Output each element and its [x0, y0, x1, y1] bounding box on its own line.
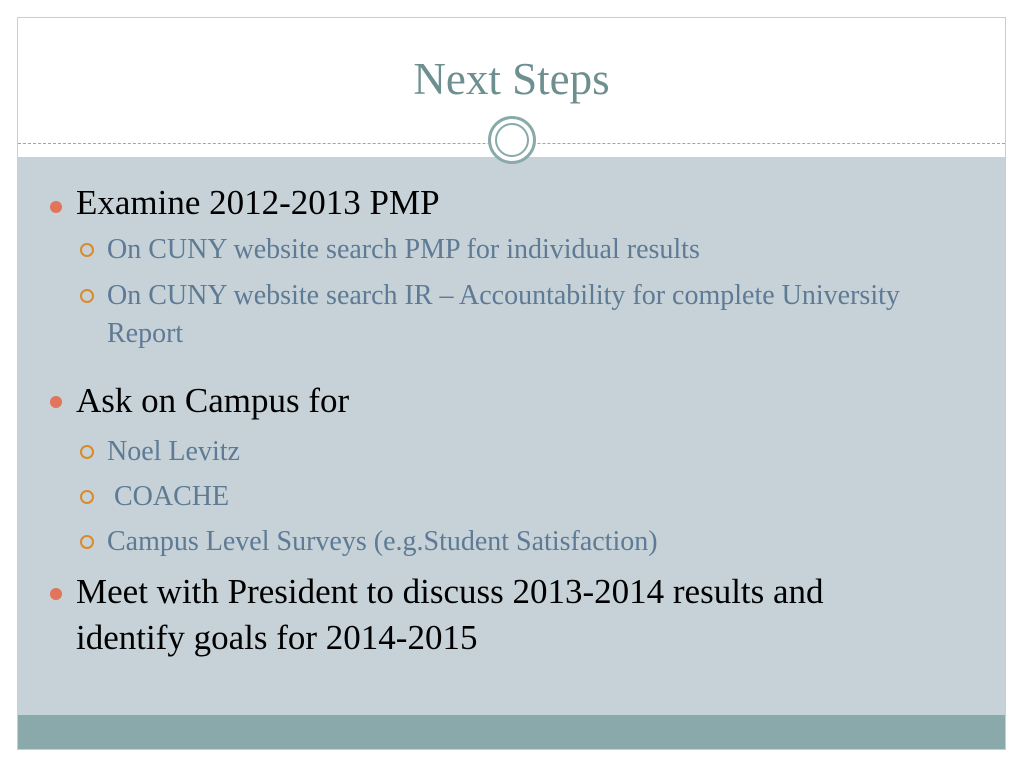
- bullet-item-meet-president: Meet with President to discuss 2013-2014 results and identify goals for 2014-2015: [76, 572, 824, 657]
- bullet-dot-icon: [50, 396, 62, 408]
- bullet-item-ask-campus: Ask on Campus for: [76, 381, 350, 420]
- sub-bullet-circle-icon: [80, 490, 94, 504]
- sub-bullet-pmp-search: On CUNY website search PMP for individual results: [107, 234, 700, 265]
- divider-inner-ring: [495, 123, 529, 157]
- sub-bullet-ir-search: On CUNY website search IR – Accountability for complete University Report: [107, 280, 900, 349]
- sub-bullet-coache: COACHE: [107, 481, 230, 512]
- divider-ring-icon: [488, 116, 536, 164]
- slide: [17, 17, 1006, 750]
- content-panel: [18, 157, 1005, 715]
- footer-bar: [18, 715, 1005, 750]
- sub-bullet-campus-surveys: Campus Level Surveys (e.g.Student Satisfaction): [107, 526, 658, 557]
- bullet-dot-icon: [50, 588, 62, 600]
- sub-bullet-circle-icon: [80, 445, 94, 459]
- sub-bullet-circle-icon: [80, 289, 94, 303]
- page-title: Next Steps: [413, 54, 610, 104]
- sub-bullet-circle-icon: [80, 243, 94, 257]
- bullet-dot-icon: [50, 201, 62, 213]
- bullet-item-examine: Examine 2012-2013 PMP: [76, 183, 440, 222]
- sub-bullet-noel-levitz: Noel Levitz: [107, 436, 240, 467]
- sub-bullet-circle-icon: [80, 535, 94, 549]
